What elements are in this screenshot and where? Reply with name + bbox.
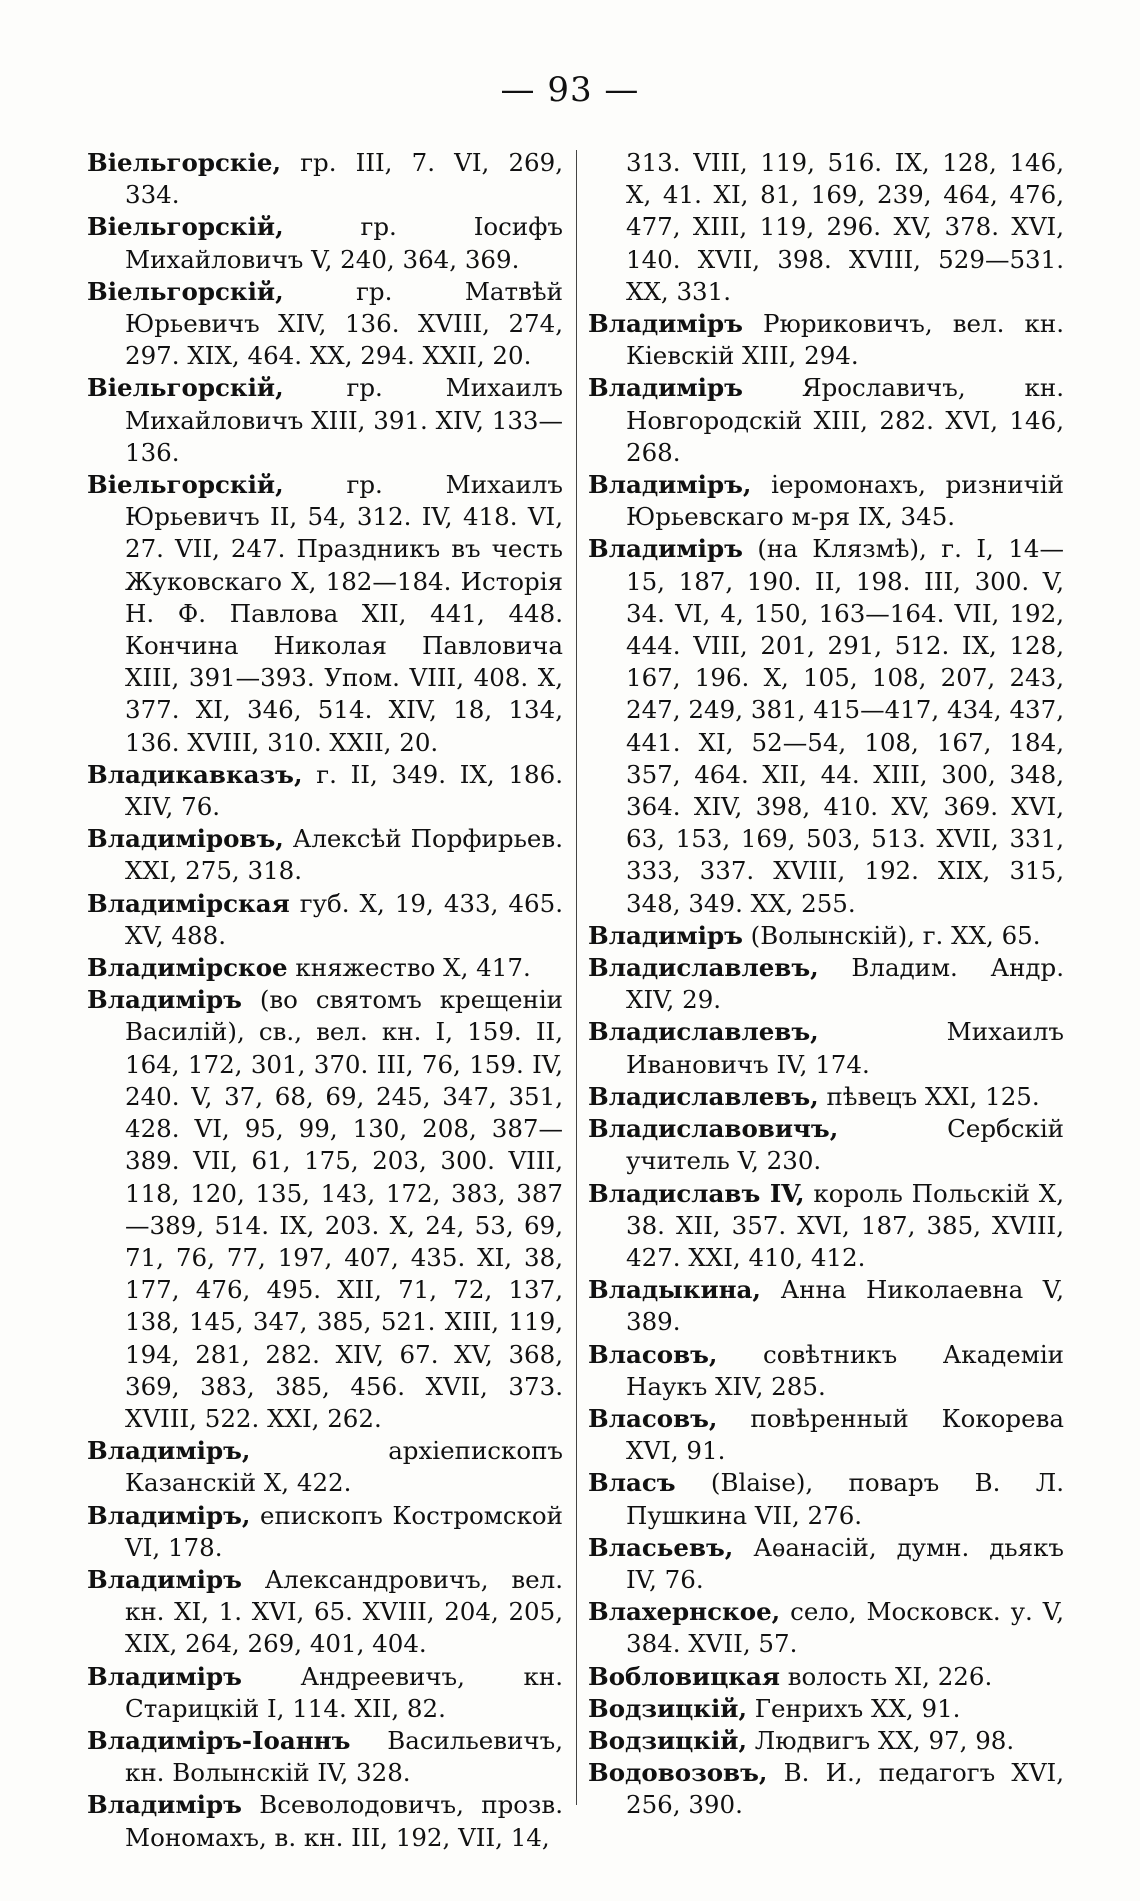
entry-references: Генрихъ XX, 91. (754, 1693, 961, 1723)
entry-heading: Владиміръ, (87, 1500, 251, 1530)
index-entry (87, 372, 563, 469)
index-entry (87, 888, 563, 952)
index-entry (588, 1693, 1064, 1725)
entry-heading: Віельгорскіе, (87, 148, 282, 177)
index-entry (87, 1661, 563, 1725)
entry-references: (Blaise), поваръ В. Л. Пушкина VII, 276. (626, 1468, 1064, 1530)
entry-heading: Владиміръ-Іоаннъ (87, 1725, 351, 1755)
index-entry (588, 1661, 1064, 1693)
entry-references: Сербскій учитель V, 230. (626, 1114, 1064, 1176)
index-entry (588, 1081, 1064, 1113)
index-entry (87, 276, 563, 373)
entry-references: Владим. Андр. XIV, 29. (626, 953, 1064, 1015)
index-entry (588, 1016, 1064, 1080)
index-entry (588, 920, 1064, 952)
entry-heading: Владиславлевъ, (588, 953, 819, 983)
entry-heading: Віельгорскій, (87, 470, 284, 500)
index-entry (588, 1757, 1064, 1821)
entry-heading: Віельгорскій, (87, 212, 284, 242)
entry-heading: Владикавказъ, (87, 759, 303, 789)
index-entry (588, 533, 1064, 919)
entry-heading: Водовозовъ, (588, 1758, 768, 1788)
entry-references: г. II, 349. IX, 186. XIV, 76. (125, 759, 563, 822)
entry-references: волость XI, 226. (787, 1661, 993, 1691)
entry-heading: Владыкина, (588, 1275, 761, 1305)
entry-references: совѣтникъ Академіи Наукъ XIV, 285. (626, 1339, 1064, 1401)
index-entry (588, 372, 1064, 469)
entry-heading: Власовъ, (588, 1403, 718, 1433)
index-entry (87, 1725, 563, 1789)
index-entry (87, 469, 563, 759)
entry-heading: Владиміръ (87, 1564, 242, 1594)
entry-heading: Владиміръ, (588, 470, 752, 500)
entry-heading: Владимірское (87, 953, 288, 983)
index-entry (87, 211, 563, 275)
entry-heading: Власьевъ, (588, 1532, 734, 1562)
index-entry (588, 1725, 1064, 1757)
entry-references: (во святомъ крещеніи Василій), св., вел. кн. I, 159. II, 164, 172, 301, 370. III, 76, 159. IV, 240. V, 37, 68, 69, 245, 347, 351, 428. VI, 95, 99, 130, 208, 387—389. VII, 61, 175, 203, 300. VIII, 118, 120, 135, 143, 172, 383, 387—389, 514. IX, 203. X, 24, 53, 69, 71, 76, 77, 197, 407, 435. XI, 38, 177, 476, 495. XII, 71, 72, 137, 138, 145, 347, 385, 521. XIII, 119, 194, 281, 282. XIV, 67. XV, 368, 369, 383, 385, 456. XVII, 373. XVIII, 522. XXI, 262. (125, 985, 563, 1433)
entry-heading: Владиславлевъ, (588, 1081, 819, 1111)
entry-heading: Владиміръ, (87, 1436, 251, 1466)
entry-heading: Віельгорскій, (87, 276, 284, 306)
entry-references: Ярославичъ, кн. Новгородскій XIII, 282. XVI, 146, 268. (626, 373, 1064, 467)
index-entry (588, 1339, 1064, 1403)
entry-references: село, Московск. у. V, 384. XVII, 57. (626, 1597, 1064, 1659)
entry-references: (на Клязмѣ), г. I, 14—15, 187, 190. II, 198. III, 300. V, 34. VI, 4, 150, 163—164. VII, 192, 444. VIII, 201, 291, 512. IX, 128, 167, 196. X, 105, 108, 207, 243, 247, 249, 381, 415—417, 434, 437, 441. XI, 52—54, 108, 167, 184, 357, 464. XII, 44. XIII, 300, 348, 364. XIV, 398, 410. XV, 369. XVI, 63, 153, 169, 503, 513. XVII, 331, 333, 337. XVIII, 192. XIX, 315, 348, 349. XX, 255. (626, 534, 1064, 918)
entry-references: архіепископъ Казанскій X, 422. (125, 1436, 563, 1498)
index-entry (588, 952, 1064, 1016)
entry-heading: Владиславлевъ, (588, 1017, 819, 1047)
entry-heading: Владиміръ (87, 1661, 242, 1691)
entry-references: Рюриковичъ, вел. кн. Кіевскій XIII, 294. (626, 309, 1064, 371)
left-column (87, 147, 563, 1854)
index-entry (87, 952, 563, 984)
index-entry (87, 984, 563, 1435)
entry-references: Аѳанасій, думн. дьякъ IV, 76. (626, 1532, 1064, 1594)
entry-references: Михаилъ Ивановичъ IV, 174. (626, 1017, 1064, 1079)
entry-heading: Віельгорскій, (87, 373, 284, 403)
entry-references: княжество X, 417. (295, 953, 531, 983)
entry-heading: Владиславовичъ, (588, 1114, 839, 1144)
entry-heading: Владимірская (87, 888, 290, 918)
index-entry (87, 823, 563, 887)
entry-references: епископъ Костромской VI, 178. (125, 1500, 563, 1562)
entry-references: гр. Михаилъ Михайловичъ XIII, 391. XIV, 133—136. (125, 373, 563, 467)
entry-references: пѣвецъ XXI, 125. (826, 1081, 1040, 1111)
index-entry (588, 147, 1064, 308)
entry-heading: Влахернское, (588, 1597, 781, 1627)
entry-heading: Власовъ, (588, 1339, 718, 1369)
entry-references: Всеволодовичъ, прозв. Мономахъ, в. кн. III, 192, VII, 14, (125, 1790, 563, 1852)
entry-heading: Власъ (588, 1468, 676, 1498)
entry-heading: Владиміръ (588, 373, 743, 403)
index-entry (588, 1596, 1064, 1660)
index-entry (588, 1403, 1064, 1467)
entry-references: Андреевичъ, кн. Старицкій I, 114. XII, 82. (125, 1661, 563, 1723)
entry-heading: Владиміръ (87, 1790, 242, 1820)
entry-references: Александровичъ, вел. кн. XI, 1. XVI, 65. XVIII, 204, 205, XIX, 264, 269, 401, 404. (125, 1564, 563, 1659)
entry-references: гр. Матвѣй Юрьевичъ XIV, 136. XVIII, 274, 297. XIX, 464. XX, 294. XXII, 20. (125, 276, 563, 371)
page-number: — 93 — (500, 70, 640, 110)
index-entry (87, 1564, 563, 1661)
entry-references: губ. X, 19, 433, 465. XV, 488. (125, 888, 563, 950)
entry-references: В. И., педагогъ XVI, 256, 390. (626, 1758, 1064, 1820)
index-entry (588, 469, 1064, 533)
index-entry (87, 147, 563, 211)
index-entry (87, 759, 563, 823)
index-entry (87, 1435, 563, 1499)
entry-references: (Волынскій), г. XX, 65. (750, 920, 1041, 950)
index-entry (588, 1467, 1064, 1531)
entry-references: Васильевичъ, кн. Волынскій IV, 328. (125, 1725, 563, 1788)
entry-heading: Владиславъ IV, (588, 1178, 805, 1208)
entry-heading: Водзицкій, (588, 1725, 747, 1755)
index-entry (588, 1274, 1064, 1338)
entry-references: гр. Іосифъ Михайловичъ V, 240, 364, 369. (125, 212, 563, 274)
index-entry (87, 1789, 563, 1853)
entry-heading: Владиміръ (87, 985, 242, 1015)
entry-references: Анна Николаевна V, 389. (626, 1275, 1064, 1337)
entry-references: гр. Михаилъ Юрьевичъ II, 54, 312. IV, 418. VI, 27. VII, 247. Праздникъ въ честь Жуковскаго X, 182—184. Исторія Н. Ф. Павлова XII, 441, 448. Кончина Николая Павловича XIII, 391—393. Упом. VIII, 408. X, 377. XI, 346, 514. XIV, 18, 134, 136. XVIII, 310. XXII, 20. (125, 470, 563, 757)
index-entry (588, 308, 1064, 372)
entry-references: Алексѣй Порфирьев. XXI, 275, 318. (125, 824, 563, 886)
entry-references: 313. VIII, 119, 516. IX, 128, 146, X, 41. XI, 81, 169, 239, 464, 476, 477, XIII, 119, 296. XV, 378. XVI, 140. XVII, 398. XVIII, 529—531. XX, 331. (626, 148, 1064, 306)
index-entry (588, 1113, 1064, 1177)
index-entry (588, 1178, 1064, 1275)
entry-heading: Вобловицкая (588, 1661, 780, 1691)
right-column (588, 147, 1064, 1822)
entry-references: гр. III, 7. VI, 269, 334. (125, 148, 563, 210)
entry-references: повѣренный Кокорева XVI, 91. (626, 1403, 1064, 1466)
entry-references: іеромонахъ, ризничій Юрьевскаго м-ря IX, 345. (626, 470, 1064, 532)
entry-heading: Водзицкій, (588, 1693, 747, 1723)
index-entry (87, 1500, 563, 1564)
entry-references: король Польскій X, 38. XII, 357. XVI, 187, 385, XVIII, 427. XXI, 410, 412. (626, 1178, 1064, 1272)
column-divider (576, 150, 577, 1805)
entry-heading: Владиміръ (588, 534, 743, 564)
entry-heading: Владиміръ (588, 309, 743, 339)
entry-references: Людвигъ XX, 97, 98. (754, 1725, 1015, 1755)
index-entry (588, 1532, 1064, 1596)
entry-heading: Владиміръ (588, 920, 743, 950)
entry-heading: Владиміровъ, (87, 824, 284, 854)
